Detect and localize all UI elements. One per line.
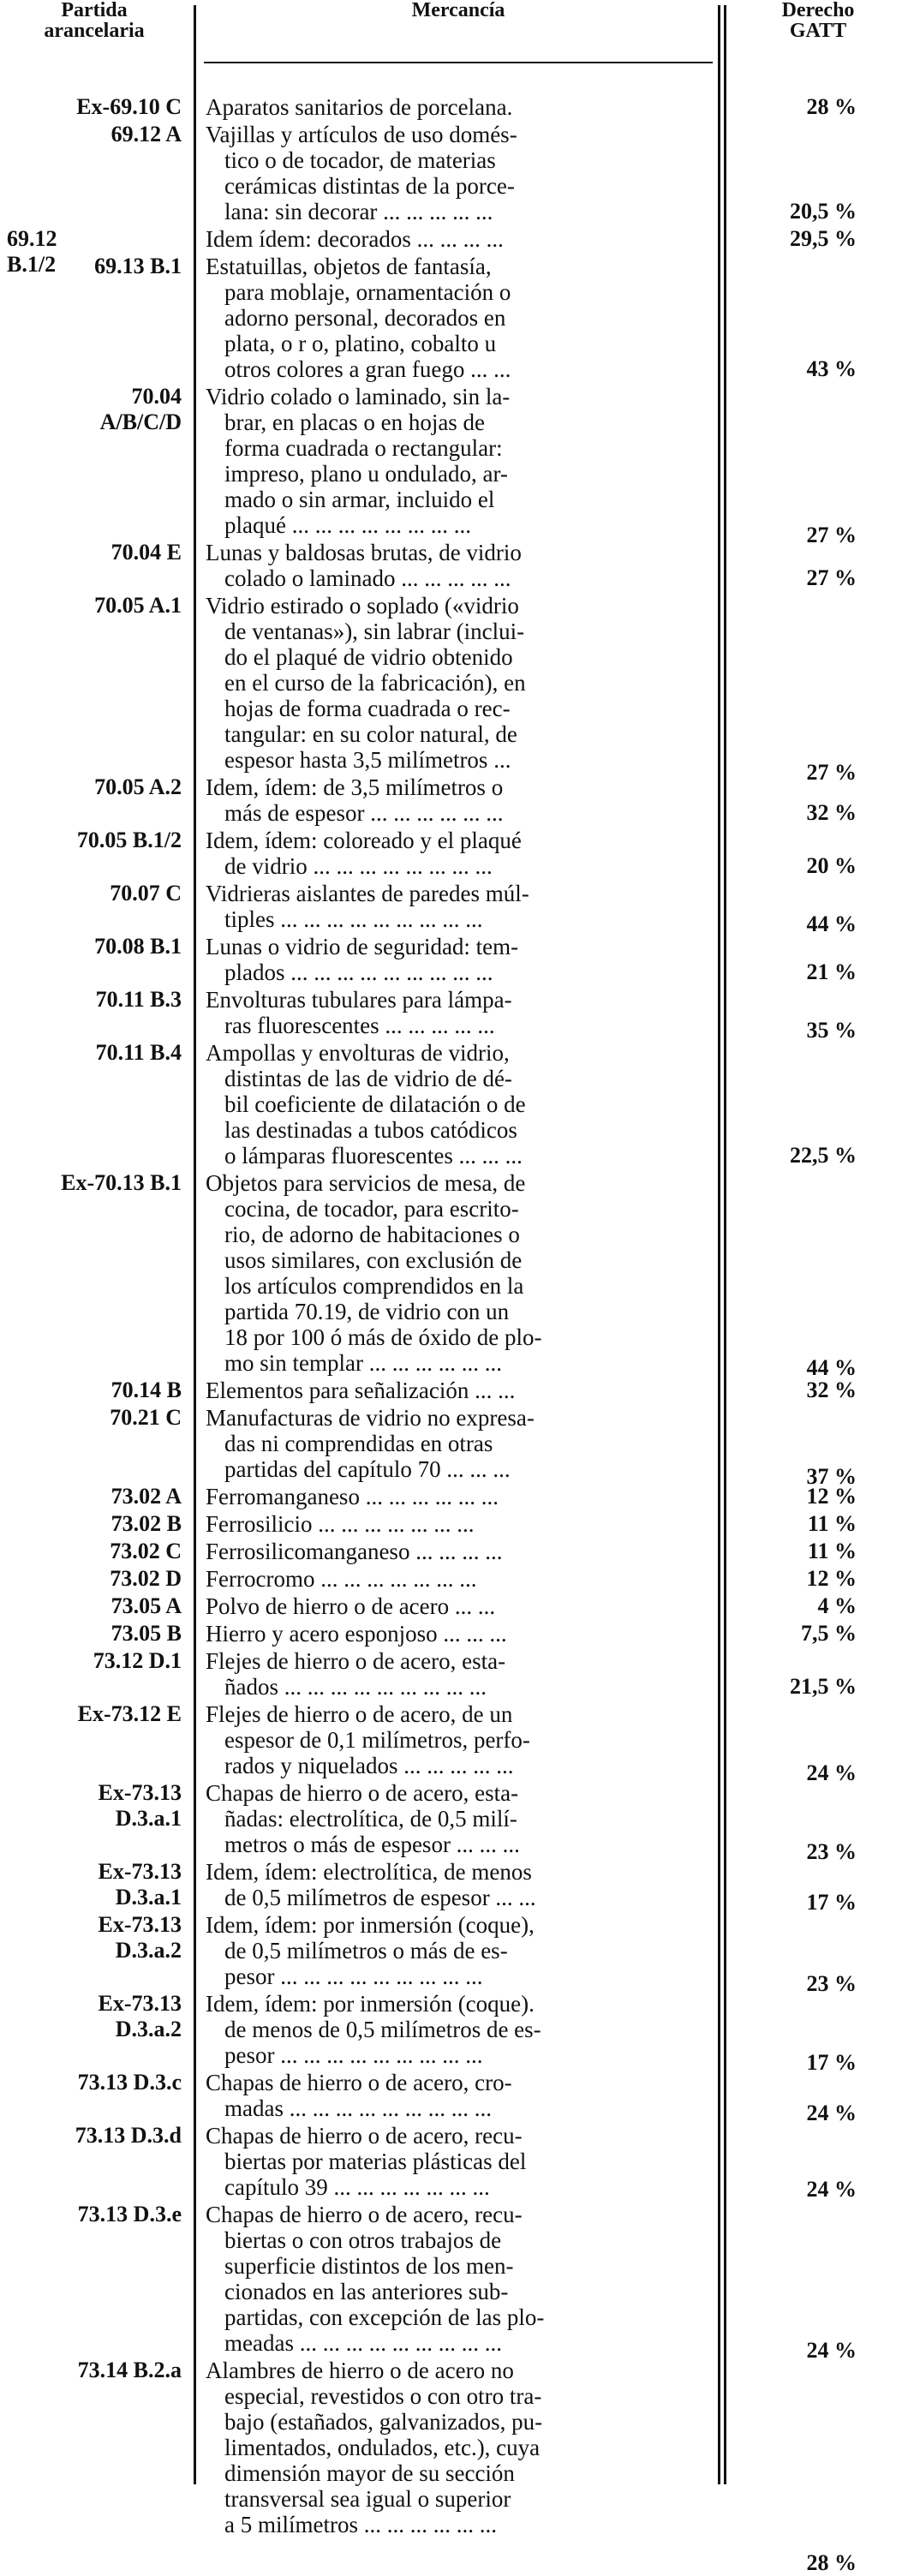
table-row bbox=[0, 2123, 902, 2200]
description-line: de menos de 0,5 milímetros de es- bbox=[224, 2017, 541, 2042]
description-line: plata, o r o, platino, cobalto u bbox=[224, 331, 497, 356]
table-row bbox=[0, 1511, 902, 1537]
gatt-rate: 27 % bbox=[806, 760, 857, 785]
description-line: Ferrosilicomanganeso ... ... ... ... bbox=[206, 1539, 503, 1564]
partida-code: 73.13 D.3.e bbox=[77, 2202, 182, 2226]
gatt-rate: 44 % bbox=[806, 911, 857, 936]
partida-code: 73.13 D.3.d bbox=[75, 2123, 182, 2148]
partida-code: 70.21 C bbox=[110, 1405, 182, 1430]
gatt-rate: 24 % bbox=[806, 2177, 857, 2202]
gatt-rate: 29,5 % bbox=[790, 226, 857, 251]
description-line: de ventanas»), sin labrar (inclui- bbox=[224, 619, 525, 644]
mercancia-description bbox=[206, 2070, 702, 2121]
description-line: Idem, ídem: por inmersión (coque), bbox=[206, 1912, 535, 1938]
partida-code: 70.14 B bbox=[111, 1378, 182, 1402]
description-line: de 0,5 milímetros o más de es- bbox=[224, 1938, 508, 1963]
description-line: Chapas de hierro o de acero, recu- bbox=[206, 2202, 523, 2227]
description-line: madas ... ... ... ... ... ... ... ... ... bbox=[224, 2095, 492, 2121]
gatt-rate: 20 % bbox=[806, 853, 857, 878]
mercancia-description bbox=[206, 774, 702, 826]
table-row bbox=[0, 122, 902, 224]
description-line: mado o sin armar, incluido el bbox=[224, 487, 495, 512]
description-line: meadas ... ... ... ... ... ... ... ... ... bbox=[224, 2330, 502, 2356]
partida-code: 73.02 C bbox=[110, 1539, 182, 1563]
description-line: Manufacturas de vidrio no expresa- bbox=[206, 1405, 535, 1431]
table-row bbox=[0, 2202, 902, 2363]
mercancia-description bbox=[206, 2202, 702, 2356]
mercancia-description bbox=[206, 122, 702, 224]
description-line: 18 por 100 ó más de óxido de plo- bbox=[224, 1324, 542, 1350]
table-row bbox=[0, 1170, 902, 1380]
description-line: colado o laminado ... ... ... ... ... bbox=[224, 565, 511, 591]
description-line: pesor ... ... ... ... ... ... ... ... ... bbox=[224, 1963, 483, 1989]
description-line: bil coeficiente de dilatación o de bbox=[224, 1091, 526, 1117]
table-row bbox=[0, 540, 902, 591]
mercancia-description bbox=[206, 540, 702, 591]
partida-code: 69.12 A bbox=[111, 122, 182, 146]
description-line: brar, en placas o en hojas de bbox=[224, 409, 486, 435]
mercancia-description bbox=[206, 1621, 702, 1647]
mercancia-description bbox=[206, 384, 702, 538]
mercancia-description bbox=[206, 1648, 702, 1700]
table-row bbox=[0, 2070, 902, 2125]
description-line: cocina, de tocador, para escrito- bbox=[224, 1196, 519, 1222]
gatt-rate: 35 % bbox=[806, 1018, 857, 1043]
gatt-rate: 4 % bbox=[817, 1593, 857, 1618]
table-row bbox=[0, 1621, 902, 1647]
description-line: forma cuadrada o rectangular: bbox=[224, 435, 503, 461]
description-line: metros o más de espesor ... ... ... bbox=[224, 1832, 520, 1857]
gatt-rate: 27 % bbox=[806, 523, 857, 547]
gatt-rate: 23 % bbox=[806, 1839, 857, 1864]
description-line: limentados, ondulados, etc.), cuya bbox=[224, 2435, 541, 2460]
description-line: en el curso de la fabricación), en bbox=[224, 670, 526, 696]
description-line: pesor ... ... ... ... ... ... ... ... ... bbox=[224, 2042, 483, 2068]
description-line: espesor hasta 3,5 milímetros ... bbox=[224, 747, 511, 773]
partida-code: 73.02 A bbox=[111, 1484, 182, 1509]
description-line: Ampollas y envolturas de vidrio, bbox=[206, 1040, 510, 1066]
partida-code: 70.05 A.1 bbox=[94, 593, 182, 618]
description-line: usos similares, con exclusión de bbox=[224, 1247, 523, 1273]
description-line: para moblaje, ornamentación o bbox=[224, 279, 511, 305]
description-line: tiples ... ... ... ... ... ... ... ... ... bbox=[224, 906, 483, 932]
description-line: hojas de forma cuadrada o rec- bbox=[224, 696, 511, 721]
mercancia-description bbox=[206, 1780, 702, 1857]
mercancia-description bbox=[206, 987, 702, 1038]
partida-code: 69.12 B.1/2 bbox=[7, 226, 57, 277]
partida-code: 73.02 D bbox=[110, 1566, 182, 1591]
gatt-rate: 32 % bbox=[806, 800, 857, 825]
gatt-rate: 11 % bbox=[807, 1539, 857, 1563]
partida-code: 73.02 B bbox=[111, 1511, 182, 1536]
gatt-rate: 28 % bbox=[806, 2550, 857, 2575]
description-line: bajo (estañados, galvanizados, pu- bbox=[224, 2409, 543, 2435]
gatt-rate: 24 % bbox=[806, 2101, 857, 2125]
partida-code: 73.13 D.3.c bbox=[77, 2070, 182, 2095]
description-line: especial, revestidos o con otro tra- bbox=[224, 2383, 542, 2409]
description-line: ñadas: electrolítica, de 0,5 milí- bbox=[224, 1806, 517, 1832]
mercancia-description bbox=[206, 593, 702, 773]
description-line: las destinadas a tubos catódicos bbox=[224, 1117, 517, 1143]
gatt-rate: 17 % bbox=[806, 2050, 857, 2075]
description-line: do el plaqué de vidrio obtenido bbox=[224, 644, 513, 670]
gatt-rate: 17 % bbox=[806, 1890, 857, 1915]
description-line: Elementos para señalización ... ... bbox=[206, 1378, 516, 1403]
description-line: Envolturas tubulares para lámpa- bbox=[206, 987, 512, 1013]
description-line: más de espesor ... ... ... ... ... ... bbox=[224, 800, 504, 826]
description-line: rio, de adorno de habitaciones o bbox=[224, 1222, 520, 1247]
description-line: tangular: en su color natural, de bbox=[224, 721, 517, 747]
description-line: espesor de 0,1 milímetros, perfo- bbox=[224, 1727, 530, 1753]
table-row bbox=[0, 1780, 902, 1864]
description-line: de vidrio ... ... ... ... ... ... ... ... bbox=[224, 853, 493, 879]
mercancia-description bbox=[206, 1912, 702, 1989]
mercancia-description bbox=[206, 881, 702, 932]
partida-code: 70.05 B.1/2 bbox=[76, 828, 182, 852]
mercancia-description bbox=[206, 2123, 702, 2200]
description-line: Chapas de hierro o de acero, esta- bbox=[206, 1780, 519, 1806]
mercancia-description bbox=[206, 1566, 702, 1592]
description-line: partida 70.19, de vidrio con un bbox=[224, 1299, 510, 1324]
partida-code: Ex-73.13 D.3.a.1 bbox=[98, 1859, 182, 1910]
mercancia-description bbox=[206, 1593, 702, 1619]
mercancia-description bbox=[206, 1378, 702, 1403]
table-row bbox=[0, 1912, 902, 1996]
gatt-rate: 21 % bbox=[806, 959, 857, 984]
description-line: Idem ídem: decorados ... ... ... ... bbox=[206, 226, 504, 252]
table-row bbox=[0, 1405, 902, 1489]
description-line: rados y niquelados ... ... ... ... ... bbox=[224, 1753, 514, 1778]
gatt-rate: 12 % bbox=[806, 1484, 857, 1509]
description-line: Ferrocromo ... ... ... ... ... ... ... bbox=[206, 1566, 477, 1592]
partida-code: Ex-70.13 B.1 bbox=[61, 1170, 182, 1195]
gatt-rate: 21,5 % bbox=[790, 1674, 857, 1699]
partida-code: 70.11 B.3 bbox=[95, 987, 182, 1012]
table-row bbox=[0, 828, 902, 879]
description-line: capítulo 39 ... ... ... ... ... ... ... bbox=[224, 2174, 490, 2200]
description-line: plaqué ... ... ... ... ... ... ... ... bbox=[224, 512, 471, 538]
gatt-rate: 27 % bbox=[806, 565, 857, 590]
table-row bbox=[0, 1859, 902, 1915]
header-partida: Partida arancelaria bbox=[44, 0, 145, 42]
description-line: Chapas de hierro o de acero, recu- bbox=[206, 2123, 523, 2149]
mercancia-description bbox=[206, 1701, 702, 1778]
mercancia-description bbox=[206, 94, 702, 120]
gatt-rate: 11 % bbox=[807, 1511, 857, 1536]
description-line: partidas, con excepción de las plo- bbox=[224, 2304, 545, 2330]
table-row bbox=[0, 1566, 902, 1592]
partida-code: 73.12 D.1 bbox=[93, 1648, 182, 1673]
partida-code: 69.13 B.1 bbox=[94, 254, 182, 278]
description-line: Lunas o vidrio de seguridad: tem- bbox=[206, 934, 519, 959]
mercancia-description bbox=[206, 254, 702, 382]
gatt-rate: 12 % bbox=[806, 1566, 857, 1591]
partida-code: 70.05 A.2 bbox=[94, 774, 182, 799]
gatt-rate: 22,5 % bbox=[790, 1143, 857, 1168]
description-line: partidas del capítulo 70 ... ... ... bbox=[224, 1456, 511, 1482]
description-line: Flejes de hierro o de acero, de un bbox=[206, 1701, 513, 1727]
table-row bbox=[0, 384, 902, 547]
description-line: Vidrio colado o laminado, sin la- bbox=[206, 384, 511, 409]
description-line: mo sin templar ... ... ... ... ... ... bbox=[224, 1350, 502, 1376]
description-line: de 0,5 milímetros de espesor ... ... bbox=[224, 1885, 536, 1910]
partida-code: Ex-69.10 C bbox=[76, 94, 182, 119]
description-line: Polvo de hierro o de acero ... ... bbox=[206, 1593, 496, 1619]
partida-code: Ex-73.13 D.3.a.1 bbox=[98, 1780, 182, 1831]
mercancia-description bbox=[206, 1539, 702, 1564]
description-line: Objetos para servicios de mesa, de bbox=[206, 1170, 526, 1196]
table-row bbox=[0, 1991, 902, 2075]
table-row bbox=[0, 1648, 902, 1700]
description-line: distintas de las de vidrio de dé- bbox=[224, 1066, 512, 1091]
description-line: o lámparas fluorescentes ... ... ... bbox=[224, 1143, 523, 1168]
partida-code: 73.05 B bbox=[111, 1621, 182, 1646]
description-line: ras fluorescentes ... ... ... ... ... bbox=[224, 1013, 495, 1038]
description-line: Lunas y baldosas brutas, de vidrio bbox=[206, 540, 522, 565]
description-line: lana: sin decorar ... ... ... ... ... bbox=[224, 199, 493, 224]
table-row bbox=[0, 1593, 902, 1619]
partida-code: 70.08 B.1 bbox=[94, 934, 182, 959]
description-line: ñados ... ... ... ... ... ... ... ... ... bbox=[224, 1674, 487, 1700]
gatt-rate: 28 % bbox=[806, 94, 857, 119]
gatt-rate: 24 % bbox=[806, 2338, 857, 2363]
header-derecho: Derecho GATT bbox=[781, 0, 855, 42]
description-line: Ferrosilicio ... ... ... ... ... ... ... bbox=[206, 1511, 475, 1537]
description-line: Alambres de hierro o de acero no bbox=[206, 2358, 514, 2383]
partida-code: Ex-73.12 E bbox=[77, 1701, 182, 1726]
partida-code: 70.04 A/B/C/D bbox=[99, 384, 182, 434]
description-line: los artículos comprendidos en la bbox=[224, 1273, 524, 1299]
description-line: transversal sea igual o superior bbox=[224, 2486, 511, 2512]
description-line: Vidrio estirado o soplado («vidrio bbox=[206, 593, 519, 619]
description-line: otros colores a gran fuego ... ... bbox=[224, 356, 511, 382]
description-line: Hierro y acero esponjoso ... ... ... bbox=[206, 1621, 507, 1647]
mercancia-description bbox=[206, 934, 702, 985]
table-row bbox=[0, 1040, 902, 1168]
mercancia-description bbox=[206, 1405, 702, 1482]
description-line: Vajillas y artículos de uso domés- bbox=[206, 122, 517, 147]
gatt-rate: 32 % bbox=[806, 1378, 857, 1402]
description-line: Idem, ídem: coloreado y el plaqué bbox=[206, 828, 522, 853]
description-line: plados ... ... ... ... ... ... ... ... ... bbox=[224, 959, 493, 985]
partida-code: 70.07 C bbox=[110, 881, 182, 905]
description-line: cionados en las anteriores sub- bbox=[224, 2279, 509, 2304]
table-row bbox=[0, 2358, 902, 2575]
partida-code: 73.14 B.2.a bbox=[77, 2358, 182, 2382]
table-row bbox=[0, 1701, 902, 1785]
description-line: Idem, ídem: por inmersión (coque). bbox=[206, 1991, 535, 2017]
mercancia-description bbox=[206, 226, 702, 252]
partida-code: Ex-73.13 D.3.a.2 bbox=[98, 1912, 182, 1963]
description-line: biertas o con otros trabajos de bbox=[224, 2227, 502, 2253]
description-line: a 5 milímetros ... ... ... ... ... ... bbox=[224, 2512, 497, 2537]
description-line: cerámicas distintas de la porce- bbox=[224, 173, 515, 199]
partida-code: 70.11 B.4 bbox=[95, 1040, 182, 1065]
description-line: Ferromanganeso ... ... ... ... ... ... bbox=[206, 1484, 499, 1509]
table-row bbox=[0, 934, 902, 985]
table-row bbox=[0, 881, 902, 936]
partida-code: Ex-73.13 D.3.a.2 bbox=[98, 1991, 182, 2041]
table-row bbox=[0, 987, 902, 1043]
mercancia-description bbox=[206, 1484, 702, 1509]
description-line: tico o de tocador, de materias bbox=[224, 147, 496, 173]
description-line: Idem, ídem: electrolítica, de menos bbox=[206, 1859, 532, 1885]
table-row bbox=[0, 593, 902, 785]
mercancia-description bbox=[206, 1859, 702, 1910]
partida-code: 70.04 E bbox=[111, 540, 182, 565]
mercancia-description bbox=[206, 1991, 702, 2068]
mercancia-description bbox=[206, 2358, 702, 2537]
gatt-rate: 23 % bbox=[806, 1971, 857, 1996]
description-line: superficie distintos de los men- bbox=[224, 2253, 514, 2279]
table-row bbox=[0, 1378, 902, 1403]
description-line: adorno personal, decorados en bbox=[224, 305, 506, 331]
mercancia-description bbox=[206, 1170, 702, 1376]
mercancia-description bbox=[206, 828, 702, 879]
description-line: das ni comprendidas en otras bbox=[224, 1431, 493, 1456]
gatt-rate: 7,5 % bbox=[801, 1621, 857, 1646]
header-mercancia: Mercancía bbox=[411, 0, 505, 21]
gatt-rate: 43 % bbox=[806, 356, 857, 381]
description-line: biertas por materias plásticas del bbox=[224, 2149, 527, 2174]
description-line: Aparatos sanitarios de porcelana. bbox=[206, 94, 513, 120]
table-row bbox=[0, 774, 902, 826]
gatt-rate: 44 % bbox=[806, 1355, 857, 1380]
gatt-rate: 37 % bbox=[806, 1464, 857, 1489]
description-line: impreso, plano u ondulado, ar- bbox=[224, 461, 508, 487]
description-line: Estatuillas, objetos de fantasía, bbox=[206, 254, 492, 279]
table-row bbox=[0, 1484, 902, 1509]
description-line: Chapas de hierro o de acero, cro- bbox=[206, 2070, 512, 2095]
description-line: Flejes de hierro o de acero, esta- bbox=[206, 1648, 506, 1674]
partida-code: 73.05 A bbox=[111, 1593, 182, 1618]
mercancia-description bbox=[206, 1511, 702, 1537]
gatt-rate: 24 % bbox=[806, 1760, 857, 1785]
description-line: dimensión mayor de su sección bbox=[224, 2460, 515, 2486]
gatt-rate: 20,5 % bbox=[790, 199, 857, 224]
table-row bbox=[0, 1539, 902, 1564]
mercancia-description bbox=[206, 1040, 702, 1168]
table-row bbox=[0, 94, 902, 120]
description-line: Idem, ídem: de 3,5 milímetros o bbox=[206, 774, 504, 800]
description-line: Vidrieras aislantes de paredes múl- bbox=[206, 881, 529, 906]
table-row bbox=[0, 254, 902, 382]
